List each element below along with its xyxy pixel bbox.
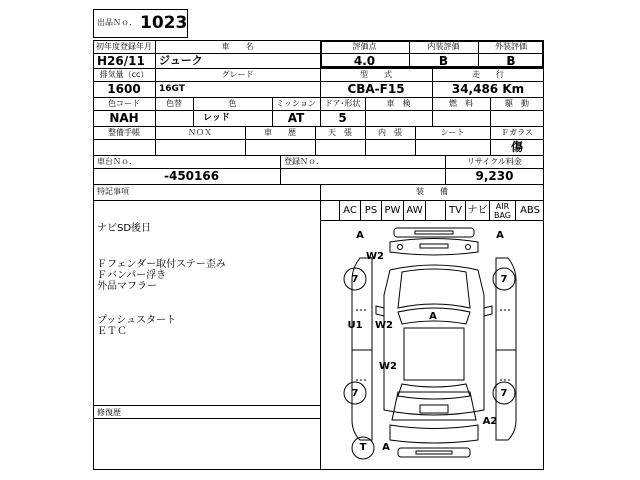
equipment-blank <box>426 201 446 220</box>
first-registration-value: H26/11 <box>97 54 145 68</box>
damage-rear-a2: A2 <box>482 416 498 427</box>
equipment-ac: AC <box>339 201 361 220</box>
equipment-airbag <box>490 201 516 220</box>
lot-number: 1023 <box>140 13 188 33</box>
mileage-label: 走 行 <box>472 70 504 79</box>
car-name-value: ジューク <box>159 54 203 67</box>
damage-left-w2: W2 <box>375 320 393 331</box>
exterior-grade-value: B <box>506 54 516 68</box>
color-label: 色 <box>228 99 237 108</box>
tailgate <box>392 392 476 420</box>
door-shape-label: ドア･形状 <box>324 99 361 108</box>
fuel-label: 燃 料 <box>449 99 473 108</box>
damage-tire-rear-left: 7 <box>351 388 359 399</box>
model-code-value: CBA-F15 <box>347 82 405 96</box>
damage-left-u1: U1 <box>347 320 363 331</box>
equipment-ps: PS <box>361 201 382 220</box>
hood <box>398 269 470 308</box>
damage-tire-front-right: 7 <box>500 274 508 285</box>
equipment-aw: AW <box>404 201 426 220</box>
repair-history-label: 修復歴 <box>97 408 121 417</box>
door-shape-value: 5 <box>338 111 347 125</box>
registration-number-label: 登録Ｎｏ． <box>284 157 324 166</box>
vehicle-history-label: 車 歴 <box>264 128 296 137</box>
rear-bumper <box>390 425 478 443</box>
maintenance-record-label: 整備手帳 <box>108 128 140 137</box>
grade-value: 16GT <box>159 84 185 94</box>
note-bumper-lift: Ｆバンパー浮き <box>97 270 167 281</box>
damage-front-right-a: A <box>496 230 504 241</box>
interior-trim-label: 内 張 <box>378 128 402 137</box>
chassis-number-value: -450166 <box>164 169 220 183</box>
left-side-profile <box>352 258 372 440</box>
damage-roof-a: A <box>429 311 437 322</box>
damage-spare-tire: T <box>359 442 367 453</box>
recycle-fee-value: 9,230 <box>475 169 514 183</box>
damage-front-left-a: A <box>356 230 364 241</box>
inspection-label: 車 検 <box>386 99 411 108</box>
mileage-value: 34,486 Km <box>451 82 525 96</box>
recycle-fee-label: リサイクル料金 <box>467 157 522 166</box>
damage-rear-left-w2: W2 <box>379 361 397 372</box>
windshield-label: Ｆガラス <box>501 128 533 137</box>
front-bumper-face <box>390 239 478 256</box>
transmission-label: ミッション <box>276 99 316 108</box>
front-bumper-top <box>394 228 474 237</box>
color-code-label: 色コード <box>108 99 140 108</box>
color-code-value: NAH <box>109 111 139 125</box>
special-notes-label: 特記事項 <box>97 187 129 196</box>
roof <box>404 328 464 380</box>
equipment-label: 装 備 <box>416 187 448 196</box>
interior-grade-label: 内装評価 <box>427 42 460 51</box>
displacement-label: 排気量（cc） <box>99 70 149 79</box>
transmission-value: AT <box>287 111 305 125</box>
equipment-navi: ナビ <box>466 201 490 220</box>
exterior-grade-label: 外装評価 <box>495 42 527 51</box>
car-name-label: 車 名 <box>221 42 254 51</box>
displacement-value: 1600 <box>107 82 141 96</box>
damage-front-w2: W2 <box>366 251 384 262</box>
damage-tire-front-left: 7 <box>351 274 359 285</box>
equipment-tv: TV <box>446 201 466 220</box>
note-fender-stay: Ｆフェンダー取付ステー歪み <box>97 259 226 270</box>
nox-label: ＮＯＸ <box>188 128 212 137</box>
interior-grade-value: B <box>438 54 449 68</box>
color-value: レッド <box>203 113 230 123</box>
first-registration-label: 初年度登録年月 <box>96 42 152 51</box>
drive-label: 駆 動 <box>505 99 529 108</box>
color-change-label: 色替 <box>166 99 182 108</box>
seat-label: シート <box>440 128 465 137</box>
equipment-pw: PW <box>382 201 404 220</box>
damage-rear-a: A <box>382 442 390 453</box>
lot-number-label: 出品Ｎｏ． <box>97 18 137 27</box>
headliner-label: 天 張 <box>328 128 352 137</box>
note-navi-sd: ナビSD後日 <box>97 223 152 234</box>
equipment-abs: ABS <box>520 205 540 216</box>
equipment-airbag-text: AIR BAG <box>493 201 512 220</box>
note-aftermarket-muffler: 外品マフラー <box>97 281 157 292</box>
damage-tire-rear-right: 7 <box>500 388 508 399</box>
chassis-number-label: 車台Ｎｏ． <box>97 157 137 166</box>
car-diagram <box>320 220 544 470</box>
grade-label: グレード <box>221 70 254 79</box>
note-etc: ＥＴＣ <box>97 326 127 337</box>
windshield-value: 傷 <box>510 140 523 154</box>
note-push-start: プッシュスタート <box>97 315 177 326</box>
model-code-label: 型 式 <box>360 70 392 79</box>
score-label: 評価点 <box>352 42 377 51</box>
score-value: 4.0 <box>353 54 376 68</box>
